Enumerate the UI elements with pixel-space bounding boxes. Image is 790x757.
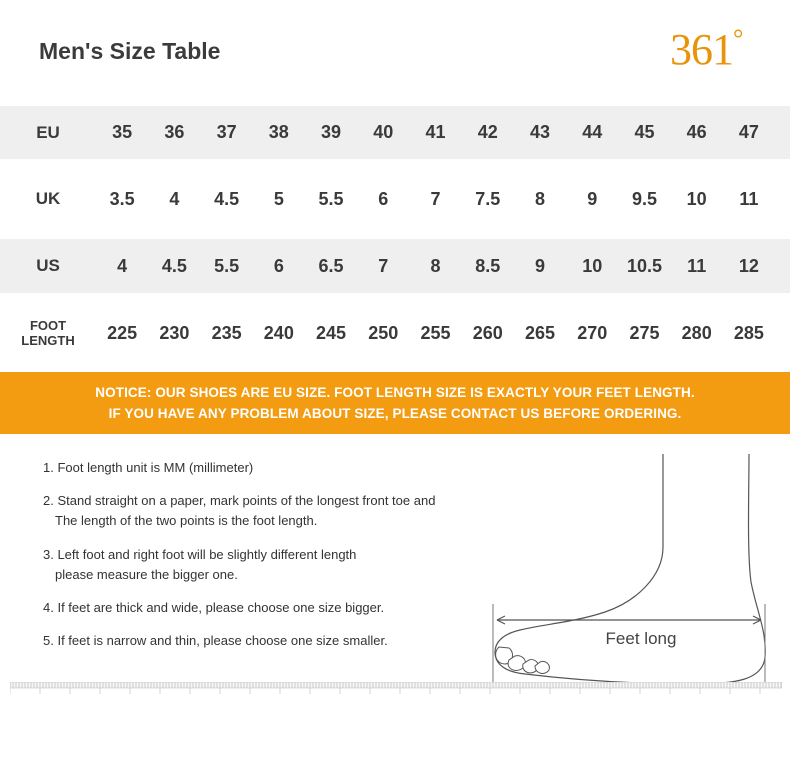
table-cell: 39 <box>321 122 342 142</box>
ruler <box>10 682 782 698</box>
table-cell: 8.5 <box>475 255 501 276</box>
notice-line: NOTICE: OUR SHOES ARE EU SIZE. FOOT LENGTH SIZE IS EXACTLY YOUR FEET LENGTH. <box>95 385 695 400</box>
table-cell: 45 <box>634 122 655 142</box>
table-row-us <box>0 239 790 293</box>
logo-text: 361 <box>670 25 733 74</box>
instruction-item: 4. If feet are thick and wide, please choose one size bigger. <box>43 600 385 615</box>
table-cell: 44 <box>582 122 603 142</box>
table-cell: 47 <box>738 122 759 142</box>
table-cell: 270 <box>577 322 608 343</box>
table-cell: 6 <box>273 255 284 276</box>
table-row-uk <box>0 159 790 239</box>
table-cell: 230 <box>159 322 190 343</box>
table-cell: 11 <box>739 188 759 209</box>
table-cell: 8 <box>534 188 545 209</box>
instruction-item <box>43 545 356 585</box>
table-cell: 5.5 <box>214 255 240 276</box>
instruction-text: please measure the bigger one. <box>55 567 238 582</box>
table-cell: 235 <box>211 322 242 343</box>
row-label-uk: UK <box>35 189 61 208</box>
row-label-foot-length <box>0 318 96 348</box>
table-cell: 42 <box>477 122 498 142</box>
table-cell: 41 <box>425 122 446 142</box>
table-cell: 265 <box>524 322 556 343</box>
table-cell: 43 <box>529 122 550 142</box>
page-title: Men's Size Table <box>39 38 221 64</box>
table-cell: 4.5 <box>214 188 240 209</box>
row-label-line: LENGTH <box>21 333 75 348</box>
table-cell: 275 <box>629 322 660 343</box>
row-label-eu: EU <box>36 122 60 142</box>
table-cell: 4.5 <box>161 255 187 276</box>
notice-banner <box>0 372 790 434</box>
table-cell: 7 <box>430 188 441 209</box>
table-cell: 35 <box>112 122 133 142</box>
table-cell: 255 <box>420 322 451 343</box>
table-cell: 225 <box>107 322 138 343</box>
logo-degree: ° <box>733 24 743 53</box>
header <box>0 0 790 106</box>
table-cell: 40 <box>373 122 394 142</box>
table-row-foot-length <box>0 293 790 373</box>
table-cell: 4 <box>117 255 128 276</box>
table-cell: 7.5 <box>475 188 501 209</box>
table-cell: 3.5 <box>109 188 135 209</box>
table-cell: 5.5 <box>318 188 344 209</box>
table-cell: 6 <box>378 188 389 209</box>
table-cell: 9 <box>534 255 545 276</box>
table-cell: 9.5 <box>631 188 657 209</box>
table-cell: 36 <box>164 122 185 142</box>
table-cell: 11 <box>687 255 707 276</box>
size-table <box>0 106 790 373</box>
table-cell: 37 <box>216 122 237 142</box>
foot-measurement-icon <box>485 452 775 692</box>
table-cell: 46 <box>686 122 707 142</box>
table-cell: 6.5 <box>318 255 344 276</box>
instruction-text: The length of the two points is the foot length. <box>55 513 318 528</box>
table-cell: 38 <box>268 122 289 142</box>
table-cell: 9 <box>587 188 598 209</box>
row-label-line: FOOT <box>29 318 67 333</box>
table-cell: 240 <box>263 322 294 343</box>
table-cell: 10.5 <box>626 255 662 276</box>
table-cell: 285 <box>733 322 764 343</box>
table-row-eu <box>0 106 790 159</box>
instruction-item <box>43 491 435 531</box>
table-cell: 7 <box>378 255 389 276</box>
table-cell: 280 <box>681 322 712 343</box>
brand-logo <box>670 24 743 74</box>
table-cell: 10 <box>582 255 603 276</box>
notice-line: IF YOU HAVE ANY PROBLEM ABOUT SIZE, PLEASE CONTACT US BEFORE ORDERING. <box>108 406 682 421</box>
table-cell: 250 <box>368 322 399 343</box>
feet-long-label: Feet long <box>605 629 677 648</box>
table-cell: 4 <box>169 188 180 209</box>
table-cell: 5 <box>273 188 284 209</box>
instruction-text: 2. Stand straight on a paper, mark points of the longest front toe and <box>43 493 436 508</box>
instruction-item: 5. If feet is narrow and thin, please choose one size smaller. <box>43 633 388 648</box>
table-cell: 245 <box>316 322 347 343</box>
table-cell: 8 <box>430 255 441 276</box>
table-cell: 260 <box>472 322 503 343</box>
table-cell: 10 <box>686 188 707 209</box>
row-label-us: US <box>36 256 60 275</box>
table-cell: 12 <box>738 255 759 276</box>
instruction-item: 1. Foot length unit is MM (millimeter) <box>43 460 254 475</box>
instruction-text: 3. Left foot and right foot will be slightly different length <box>43 547 357 562</box>
